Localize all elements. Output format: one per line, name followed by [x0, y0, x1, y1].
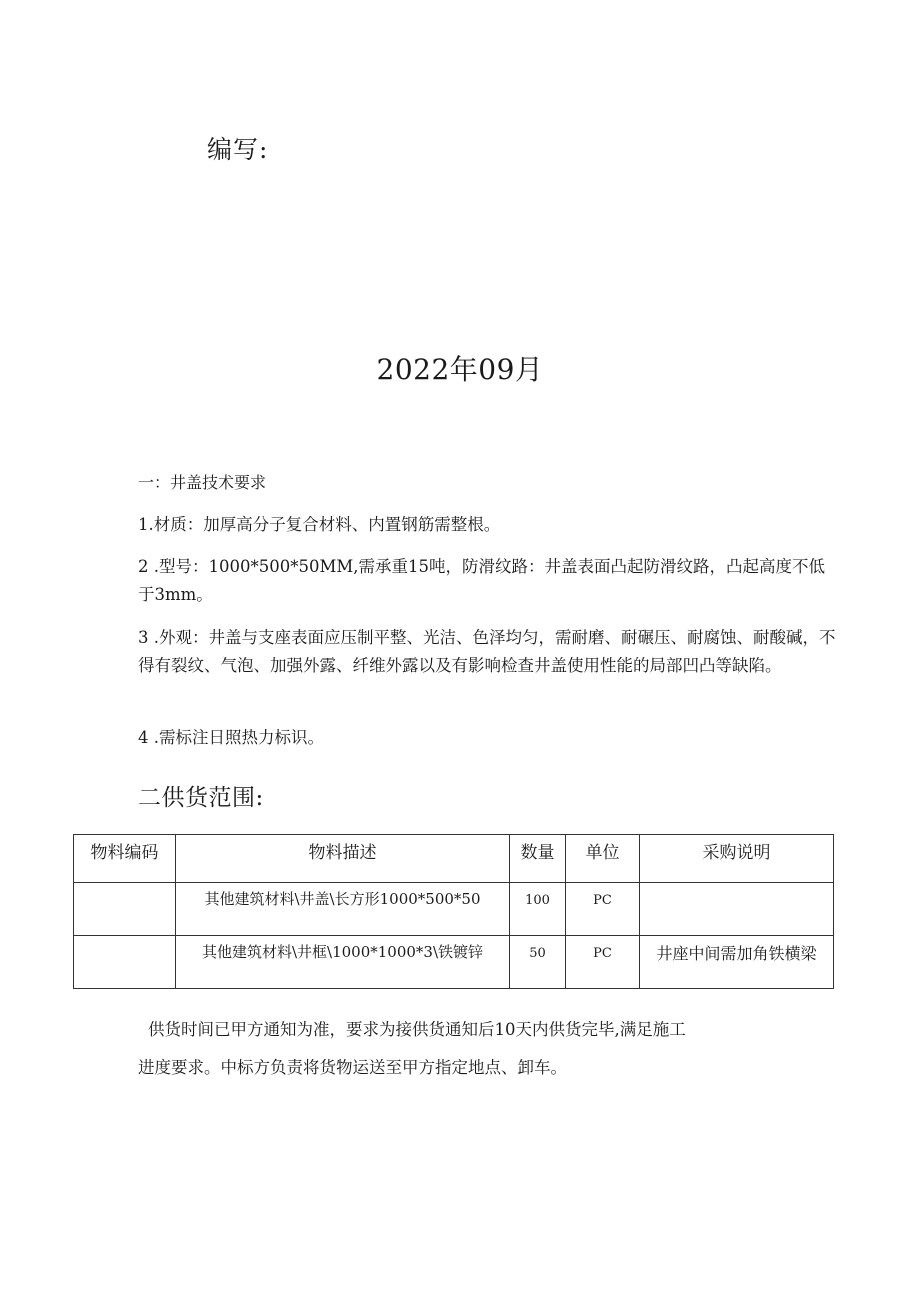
cell-quantity: 50: [510, 936, 566, 989]
cell-material-description: 其他建筑材料\井盖\长方形1000*500*50: [176, 883, 510, 936]
requirement-item-model: 2 .型号：1000*500*50MM,需承重15吨，防滑纹路：井盖表面凸起防滑纹路，凸起高度不低于3mm。: [138, 557, 825, 604]
section-1-heading: 一：井盖技术要求: [138, 473, 267, 492]
delivery-paragraph-line-1: 供货时间已甲方通知为准，要求为接供货通知后10天内供货完毕,满足施工: [148, 1020, 686, 1039]
requirement-item-marking: 4 .需标注日照热力标识。: [138, 728, 324, 747]
table-row: [74, 883, 834, 936]
document-date: 2022年09月: [376, 353, 544, 386]
cell-purchase-note: 井座中间需加角铁横梁: [640, 936, 834, 989]
cell-purchase-note: [640, 883, 834, 936]
table-row: [74, 936, 834, 989]
header-material-description: 物料描述: [176, 835, 510, 883]
header-unit: 单位: [566, 835, 640, 883]
supply-table: [73, 834, 834, 989]
cell-material-code: [74, 883, 176, 936]
requirement-item-material: 1.材质：加厚高分子复合材料、内置钢筋需整根。: [138, 515, 501, 534]
section-2-heading: 二供货范围:: [138, 785, 264, 811]
header-material-code: 物料编码: [74, 835, 176, 883]
header-quantity: 数量: [510, 835, 566, 883]
cell-material-code: [74, 936, 176, 989]
author-label: 编写:: [207, 135, 269, 164]
cell-unit: PC: [566, 936, 640, 989]
cell-quantity: 100: [510, 883, 566, 936]
table-header-row: [74, 835, 834, 883]
header-purchase-note: 采购说明: [640, 835, 834, 883]
cell-unit: PC: [566, 883, 640, 936]
requirement-item-appearance: 3 .外观：井盖与支座表面应压制平整、光洁、色泽均匀，需耐磨、耐碾压、耐腐蚀、耐酸碱，不得有裂纹、气泡、加强外露、纤维外露以及有影响检查井盖使用性能的局部凹凸等缺陷。: [138, 628, 836, 675]
cell-material-description: 其他建筑材料\井框\1000*1000*3\铁镀锌: [176, 936, 510, 989]
delivery-paragraph-line-2: 进度要求。中标方负责将货物运送至甲方指定地点、卸车。: [138, 1058, 567, 1077]
